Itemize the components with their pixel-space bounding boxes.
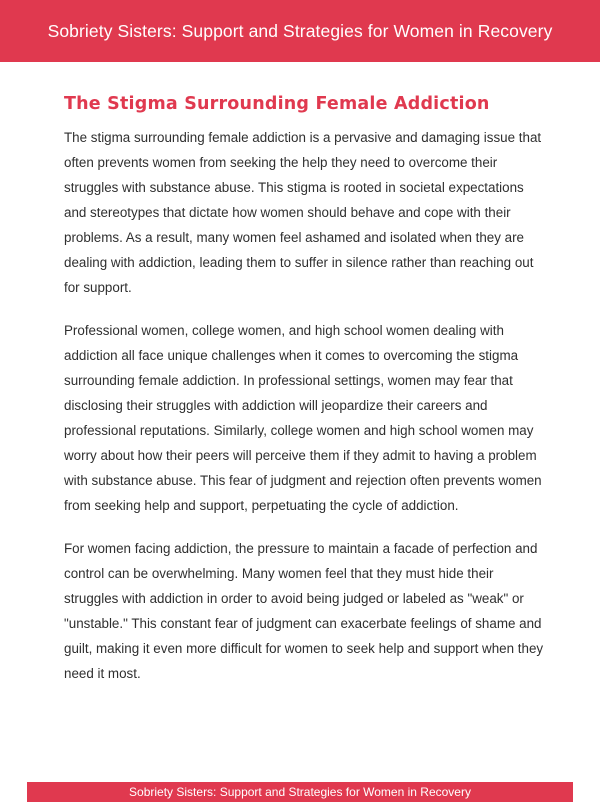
paragraph-2: Professional women, college women, and high school women dealing with addiction all face unique challenges when it comes to overcoming the stigma surrounding female addiction. In professional settings, women may fear that disclosing their struggles with addiction will jeopardize their careers and professional reputations. Similarly, college women and high school women may worry about how their peers will perceive them if they admit to having a problem with substance abuse. This fear of judgment and rejection often prevents women from seeking help and support, perpetuating the cycle of addiction. — [64, 323, 542, 513]
page-header — [0, 0, 600, 62]
main-content — [64, 89, 548, 704]
section-heading: The Stigma Surrounding Female Addiction — [64, 94, 490, 114]
paragraph-1: The stigma surrounding female addiction is a pervasive and damaging issue that often prevents women from seeking the help they need to overcome their struggles with substance abuse. This stigma is rooted in societal expectations and stereotypes that dictate how women should behave and cope with their problems. As a result, many women feel ashamed and isolated when they are dealing with addiction, leading them to suffer in silence rather than reaching out for support. — [64, 130, 542, 295]
paragraph-3: For women facing addiction, the pressure to maintain a facade of perfection and control can be overwhelming. Many women feel that they must hide their struggles with addiction in order to avoid being judged or labeled as "weak" or "unstable." This constant fear of judgment can exacerbate feelings of shame and guilt, making it even more difficult for women to seek help and support when they need it most. — [64, 541, 544, 681]
page-footer — [27, 782, 573, 802]
header-title: Sobriety Sisters: Support and Strategies for Women in Recovery — [47, 20, 553, 41]
footer-text: Sobriety Sisters: Support and Strategies for Women in Recovery — [129, 785, 471, 799]
